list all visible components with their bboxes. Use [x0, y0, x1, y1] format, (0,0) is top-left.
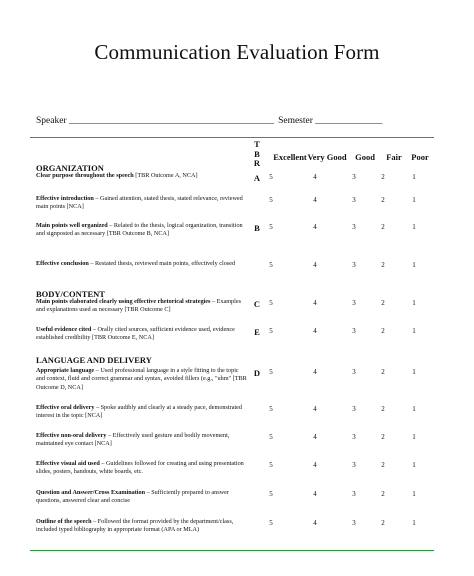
score-option[interactable]: 3 — [352, 519, 356, 527]
score-option[interactable]: 1 — [412, 461, 416, 469]
score-option[interactable]: 1 — [412, 261, 416, 269]
criterion-detail: – Guidelines followed for creating and using presentation slides, posters, handouts, white boards, etc. — [36, 460, 244, 476]
score-option[interactable]: 3 — [352, 433, 356, 441]
section-title: LANGUAGE AND DELIVERY — [36, 355, 152, 365]
criterion-description — [36, 367, 248, 392]
score-option[interactable]: 1 — [412, 223, 416, 231]
score-option[interactable]: 2 — [381, 327, 385, 335]
score-option[interactable]: 1 — [412, 196, 416, 204]
score-option[interactable]: 4 — [313, 173, 317, 181]
score-option[interactable]: 3 — [352, 368, 356, 376]
criterion-description — [36, 326, 248, 343]
score-option[interactable]: 3 — [352, 490, 356, 498]
criterion-name: Useful evidence cited — [36, 326, 92, 333]
score-option[interactable]: 2 — [381, 223, 385, 231]
criterion-name: Main points well organized — [36, 222, 108, 229]
score-option[interactable]: 5 — [269, 223, 273, 231]
criterion-description — [36, 260, 248, 268]
score-option[interactable]: 2 — [381, 299, 385, 307]
score-option[interactable]: 2 — [381, 368, 385, 376]
criterion-detail: – Related to the thesis, logical organization, transition and signposted as necessary [TBR Outcome B, NCA] — [36, 222, 243, 238]
score-option[interactable]: 1 — [412, 299, 416, 307]
tbr-outcome-letter: C — [253, 299, 261, 309]
score-option[interactable]: 4 — [313, 327, 317, 335]
score-option[interactable]: 3 — [352, 299, 356, 307]
score-option[interactable]: 4 — [313, 196, 317, 204]
semester-blank[interactable]: _______________ — [315, 116, 383, 126]
score-option[interactable]: 4 — [313, 368, 317, 376]
speaker-line — [36, 116, 436, 126]
score-option[interactable]: 4 — [313, 223, 317, 231]
score-option[interactable]: 1 — [412, 405, 416, 413]
tbr-letter-b: B — [254, 148, 260, 159]
score-option[interactable]: 2 — [381, 519, 385, 527]
score-option[interactable]: 3 — [352, 461, 356, 469]
criterion-detail: – Restated thesis, reviewed main points, effectively closed — [88, 260, 236, 267]
criterion-description — [36, 222, 248, 239]
criterion-description — [36, 172, 248, 180]
score-option[interactable]: 1 — [412, 173, 416, 181]
tbr-outcome-letter: D — [253, 368, 261, 378]
header-excellent: Excellent — [273, 152, 307, 162]
score-option[interactable]: 5 — [269, 299, 273, 307]
score-option[interactable]: 4 — [313, 490, 317, 498]
criterion-description — [36, 195, 248, 212]
criterion-name: Appropriate language — [36, 367, 95, 374]
criterion-detail: – Followed the format provided by the department/class, included typed bibliography in appropriate format (APA or MLA) — [36, 518, 234, 534]
score-option[interactable]: 5 — [269, 433, 273, 441]
speaker-blank[interactable]: ______________________________________________ — [68, 116, 274, 126]
header-very-good: Very Good — [307, 152, 347, 162]
tbr-outcome-letter: A — [253, 173, 261, 183]
score-option[interactable]: 2 — [381, 461, 385, 469]
criterion-name: Effective oral delivery — [36, 404, 95, 411]
criterion-description — [36, 298, 248, 315]
criterion-description — [36, 489, 248, 506]
tbr-outcome-letter: E — [254, 327, 260, 337]
score-option[interactable]: 2 — [381, 433, 385, 441]
criterion-description — [36, 518, 248, 535]
score-option[interactable]: 3 — [352, 196, 356, 204]
score-option[interactable]: 1 — [412, 368, 416, 376]
score-option[interactable]: 4 — [313, 299, 317, 307]
page-title: Communication Evaluation Form — [94, 40, 380, 64]
score-option[interactable]: 5 — [269, 519, 273, 527]
criterion-name: Effective conclusion — [36, 260, 89, 267]
criterion-detail: [TBR Outcome A, NCA] — [133, 172, 198, 179]
criterion-detail: – Orally cited sources, sufficient evidence used, evidence established credibility [TBR Outcome E, NCA] — [36, 326, 235, 342]
header-good: Good — [355, 152, 375, 162]
score-option[interactable]: 1 — [412, 327, 416, 335]
criterion-detail: – Effectively used gesture and bodily movement, maintained eye contact [NCA] — [36, 432, 230, 448]
criterion-detail: – Examples and explanations used as necessary [TBR Outcome C] — [36, 298, 242, 314]
bottom-divider — [30, 550, 434, 551]
score-option[interactable]: 5 — [269, 327, 273, 335]
score-option[interactable]: 4 — [313, 261, 317, 269]
criterion-name: Effective introduction — [36, 195, 94, 202]
score-option[interactable]: 2 — [381, 490, 385, 498]
score-option[interactable]: 5 — [269, 368, 273, 376]
criterion-name: Main points elaborated clearly using effective rhetorical strategies — [36, 298, 211, 305]
criterion-description — [36, 460, 248, 477]
criterion-name: Question and Answer/Cross Examination — [36, 489, 146, 496]
score-option[interactable]: 4 — [313, 519, 317, 527]
criterion-detail: – Spoke audibly and clearly at a steady pace, demonstrated interest in the topic [NCA] — [36, 404, 243, 420]
tbr-letter-r: R — [253, 158, 261, 168]
criterion-detail: – Sufficiently prepared to answer questions, answered clear and concise — [36, 489, 229, 505]
tbr-column-header — [252, 140, 262, 169]
top-divider — [30, 137, 434, 138]
score-option[interactable]: 4 — [313, 405, 317, 413]
header-fair: Fair — [386, 152, 402, 162]
score-option[interactable]: 4 — [313, 461, 317, 469]
score-option[interactable]: 5 — [269, 196, 273, 204]
score-option[interactable]: 1 — [412, 519, 416, 527]
score-option[interactable]: 3 — [352, 261, 356, 269]
criterion-name: Effective non-oral delivery — [36, 432, 107, 439]
header-poor: Poor — [411, 152, 429, 162]
tbr-outcome-letter: B — [254, 223, 260, 233]
score-option[interactable]: 5 — [269, 490, 273, 498]
score-option[interactable]: 5 — [269, 405, 273, 413]
criterion-name: Effective visual aid used — [36, 460, 100, 467]
score-option[interactable]: 2 — [381, 173, 385, 181]
criterion-detail: – Used professional language in a style fitting to the topic and context, fluid and correct grammar and syntax, avoided fillers (e.g., "uhm" [TBR Outcome D, NCA] — [36, 367, 247, 391]
score-option[interactable]: 2 — [381, 261, 385, 269]
section-title: ORGANIZATION — [36, 163, 104, 173]
score-option[interactable]: 3 — [352, 223, 356, 231]
score-option[interactable]: 5 — [269, 261, 273, 269]
score-option[interactable]: 5 — [269, 173, 273, 181]
score-option[interactable]: 3 — [352, 327, 356, 335]
criterion-description — [36, 404, 248, 421]
semester-label: Semester — [278, 116, 313, 126]
speaker-label: Speaker — [36, 116, 67, 126]
score-option[interactable]: 1 — [412, 490, 416, 498]
criterion-description — [36, 432, 248, 449]
criterion-detail: – Gained attention, stated thesis, stated relevance, reviewed main points [NCA] — [36, 195, 243, 211]
score-option[interactable]: 5 — [269, 461, 273, 469]
score-option[interactable]: 2 — [381, 196, 385, 204]
score-option[interactable]: 3 — [352, 173, 356, 181]
section-title: BODY/CONTENT — [36, 289, 105, 299]
score-option[interactable]: 3 — [352, 405, 356, 413]
score-option[interactable]: 1 — [412, 433, 416, 441]
score-option[interactable]: 4 — [313, 433, 317, 441]
criterion-name: Outline of the speech — [36, 518, 92, 525]
score-option[interactable]: 2 — [381, 405, 385, 413]
tbr-letter-t: T — [254, 139, 260, 149]
criterion-name: Clear purpose throughout the speech — [36, 172, 134, 179]
